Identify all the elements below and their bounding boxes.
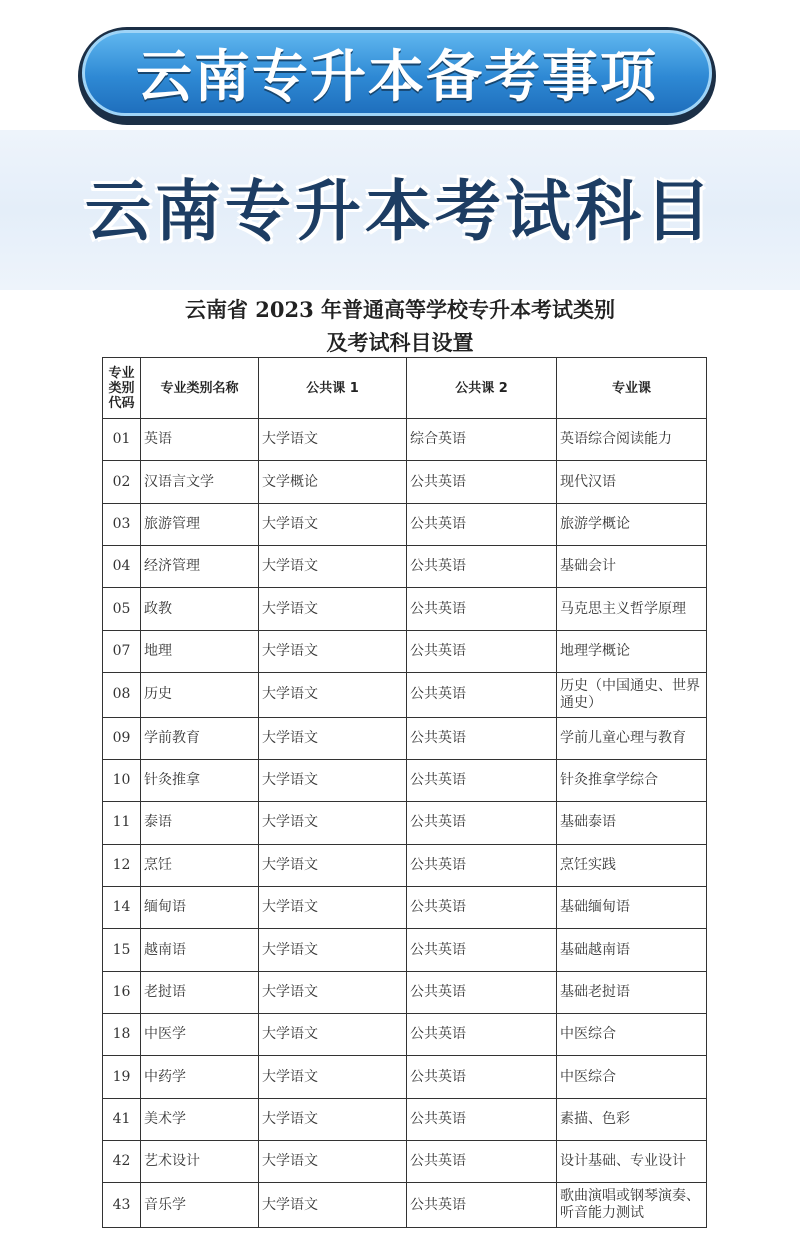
cell-public2: 综合英语 (407, 419, 557, 461)
cell-public1: 大学语文 (259, 971, 407, 1013)
table-row (103, 546, 707, 588)
cell-code: 11 (103, 802, 141, 844)
cell-major: 中医综合 (557, 1014, 707, 1056)
cell-code: 05 (103, 588, 141, 630)
cell-major: 基础老挝语 (557, 971, 707, 1013)
cell-code: 01 (103, 419, 141, 461)
cell-public1: 大学语文 (259, 1014, 407, 1056)
cell-public1: 大学语文 (259, 844, 407, 886)
table-row (103, 1141, 707, 1183)
cell-code: 43 (103, 1183, 141, 1228)
table-row (103, 1098, 707, 1140)
header-major: 专业课 (557, 358, 707, 419)
cell-code: 18 (103, 1014, 141, 1056)
cell-public2: 公共英语 (407, 1183, 557, 1228)
header-name: 专业类别名称 (141, 358, 259, 419)
cell-name: 中医学 (141, 1014, 259, 1056)
cell-name: 中药学 (141, 1056, 259, 1098)
banner-title: 云南专升本备考事项 (82, 30, 712, 116)
cell-code: 41 (103, 1098, 141, 1140)
cell-name: 烹饪 (141, 844, 259, 886)
header-code: 专业类别代码 (103, 358, 141, 419)
cell-major: 基础会计 (557, 546, 707, 588)
cell-public1: 大学语文 (259, 929, 407, 971)
cell-public2: 公共英语 (407, 929, 557, 971)
cell-public1: 大学语文 (259, 759, 407, 801)
cell-major: 旅游学概论 (557, 503, 707, 545)
cell-code: 42 (103, 1141, 141, 1183)
cell-major: 设计基础、专业设计 (557, 1141, 707, 1183)
cell-public2: 公共英语 (407, 546, 557, 588)
headline: 云南专升本考试科目 (85, 173, 715, 250)
cell-public1: 大学语文 (259, 546, 407, 588)
table-row (103, 503, 707, 545)
table-row (103, 717, 707, 759)
cell-major: 基础越南语 (557, 929, 707, 971)
cell-code: 10 (103, 759, 141, 801)
banner (78, 27, 716, 125)
cell-public2: 公共英语 (407, 588, 557, 630)
table-row (103, 886, 707, 928)
cell-name: 针灸推拿 (141, 759, 259, 801)
cell-name: 政教 (141, 588, 259, 630)
cell-public2: 公共英语 (407, 886, 557, 928)
cell-public1: 大学语文 (259, 886, 407, 928)
cell-major: 马克思主义哲学原理 (557, 588, 707, 630)
table-row (103, 929, 707, 971)
cell-public1: 大学语文 (259, 419, 407, 461)
cell-major: 针灸推拿学综合 (557, 759, 707, 801)
cell-public1: 大学语文 (259, 717, 407, 759)
table-row (103, 630, 707, 672)
cell-code: 12 (103, 844, 141, 886)
cell-name: 缅甸语 (141, 886, 259, 928)
cell-major: 英语综合阅读能力 (557, 419, 707, 461)
cell-public2: 公共英语 (407, 630, 557, 672)
cell-major: 学前儿童心理与教育 (557, 717, 707, 759)
cell-public1: 大学语文 (259, 1141, 407, 1183)
cell-code: 03 (103, 503, 141, 545)
cell-public1: 文学概论 (259, 461, 407, 503)
cell-public2: 公共英语 (407, 717, 557, 759)
table-row (103, 1183, 707, 1228)
cell-major: 歌曲演唱或钢琴演奏、听音能力测试 (557, 1183, 707, 1228)
cell-public2: 公共英语 (407, 802, 557, 844)
cell-name: 汉语言文学 (141, 461, 259, 503)
header-public1: 公共课 1 (259, 358, 407, 419)
cell-name: 艺术设计 (141, 1141, 259, 1183)
cell-public2: 公共英语 (407, 1014, 557, 1056)
cell-major: 地理学概论 (557, 630, 707, 672)
cell-public2: 公共英语 (407, 844, 557, 886)
exam-subjects-table (102, 357, 707, 1228)
table-row (103, 844, 707, 886)
cell-public1: 大学语文 (259, 503, 407, 545)
cell-major: 中医综合 (557, 1056, 707, 1098)
cell-major: 素描、色彩 (557, 1098, 707, 1140)
table-row (103, 802, 707, 844)
cell-public2: 公共英语 (407, 971, 557, 1013)
cell-public1: 大学语文 (259, 630, 407, 672)
cell-public1: 大学语文 (259, 588, 407, 630)
cell-name: 学前教育 (141, 717, 259, 759)
cell-public1: 大学语文 (259, 802, 407, 844)
table-row (103, 419, 707, 461)
cell-code: 07 (103, 630, 141, 672)
table-row (103, 971, 707, 1013)
cell-name: 老挝语 (141, 971, 259, 1013)
cell-name: 历史 (141, 673, 259, 717)
cell-name: 旅游管理 (141, 503, 259, 545)
cell-public2: 公共英语 (407, 1141, 557, 1183)
cell-major: 基础缅甸语 (557, 886, 707, 928)
cell-name: 音乐学 (141, 1183, 259, 1228)
cell-public2: 公共英语 (407, 1056, 557, 1098)
cell-major: 烹饪实践 (557, 844, 707, 886)
cell-name: 经济管理 (141, 546, 259, 588)
cell-code: 09 (103, 717, 141, 759)
cell-public1: 大学语文 (259, 1056, 407, 1098)
cell-public2: 公共英语 (407, 759, 557, 801)
cell-public1: 大学语文 (259, 1183, 407, 1228)
document-title-line2: 及考试科目设置 (326, 330, 474, 355)
cell-public1: 大学语文 (259, 1098, 407, 1140)
cell-public2: 公共英语 (407, 461, 557, 503)
cell-code: 02 (103, 461, 141, 503)
cell-code: 16 (103, 971, 141, 1013)
cell-code: 04 (103, 546, 141, 588)
table-row (103, 461, 707, 503)
table-row (103, 1056, 707, 1098)
table-row (103, 1014, 707, 1056)
cell-name: 地理 (141, 630, 259, 672)
header-public2: 公共课 2 (407, 358, 557, 419)
cell-public2: 公共英语 (407, 673, 557, 717)
cell-major: 现代汉语 (557, 461, 707, 503)
table-header-row (103, 358, 707, 419)
cell-major: 历史（中国通史、世界通史） (557, 673, 707, 717)
cell-code: 08 (103, 673, 141, 717)
cell-public2: 公共英语 (407, 1098, 557, 1140)
cell-name: 美术学 (141, 1098, 259, 1140)
table-row (103, 673, 707, 717)
table-row (103, 759, 707, 801)
cell-code: 15 (103, 929, 141, 971)
cell-code: 19 (103, 1056, 141, 1098)
cell-major: 基础泰语 (557, 802, 707, 844)
cell-name: 越南语 (141, 929, 259, 971)
table-row (103, 588, 707, 630)
cell-public2: 公共英语 (407, 503, 557, 545)
cell-code: 14 (103, 886, 141, 928)
document-title-line1: 云南省 2023 年普通高等学校专升本考试类别 (184, 297, 616, 322)
cell-public1: 大学语文 (259, 673, 407, 717)
cell-name: 泰语 (141, 802, 259, 844)
cell-name: 英语 (141, 419, 259, 461)
